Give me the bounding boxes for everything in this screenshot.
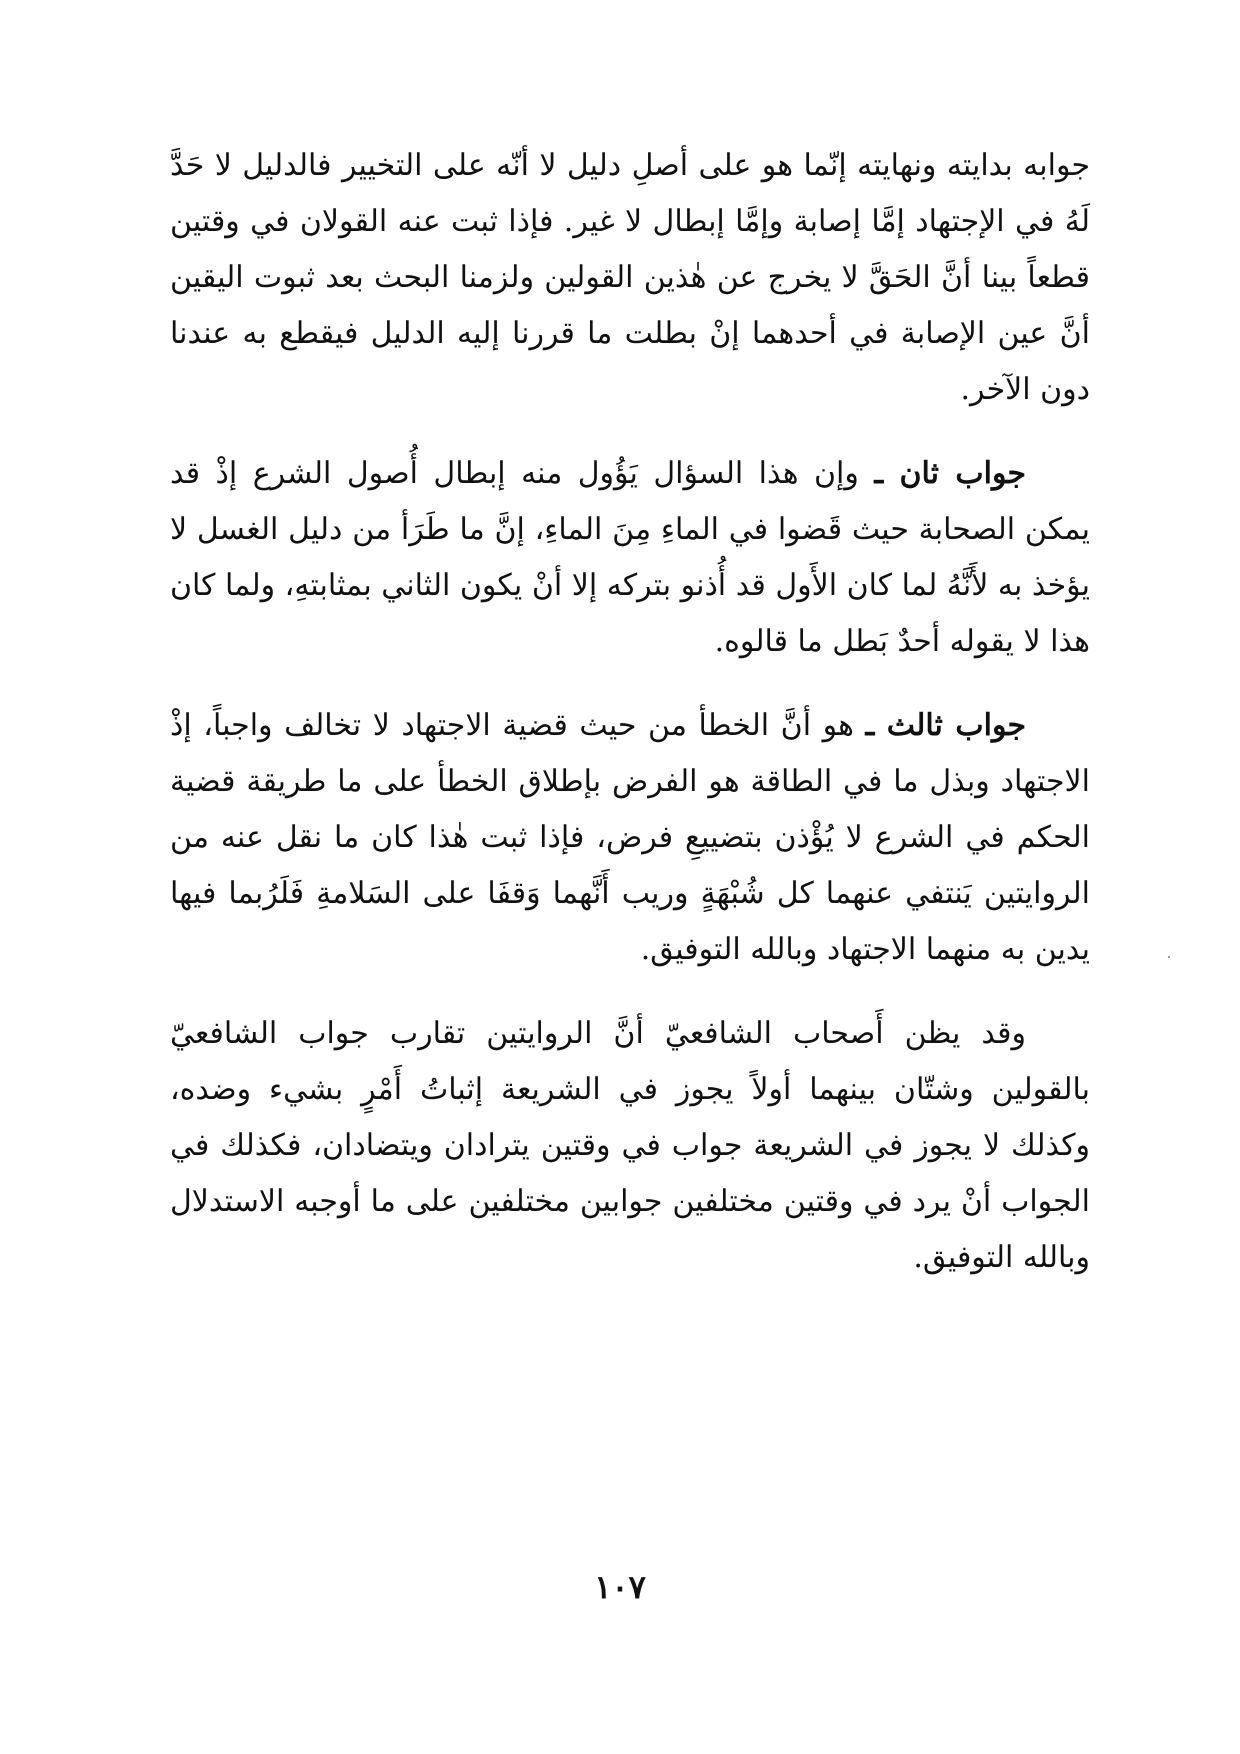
paragraph-2 [170, 446, 1090, 670]
paragraph-1-text: جوابه بدايته ونهايته إنّما هو على أصلِ دليل لا أنّه على التخيير فالدليل لا حَدَّ لَهُ في الإجتهاد إمَّا إصابة وإمَّا إبطال لا غير. فإذا ثبت عنه القولان في وقتين قطعاً بينا أنَّ الحَقَّ لا يخرج عن هٰذين القولين ولزمنا البحث بعد ثبوت اليقين أنَّ عين الإصابة في أحدهما إنْ بطلت ما قررنا إليه الدليل فيقطع به عندنا دون الآخر. [170, 148, 1090, 407]
paragraph-4-text: وقد يظن أَصحاب الشافعيّ أنَّ الروايتين تقارب جواب الشافعيّ بالقولين وشتّان بينهما أولاً يجوز في الشريعة إثباتُ أَمْرٍ بشيء وضده، وكذلك لا يجوز في الشريعة جواب في وقتين يترادان ويتضادان، فكذلك في الجواب أنْ يرد في وقتين مختلفين جوابين مختلفين على ما أوجبه الاستدلال وبالله التوفيق. [170, 1016, 1090, 1275]
paragraph-2-text: وإن هذا السؤال يَؤُول منه إبطال أُصول الشرع إذْ قد يمكن الصحابة حيث قَضوا في الماءِ مِنَ الماءِ، إنَّ ما طَرَأ من دليل الغسل لا يؤخذ به لأَنَّهُ لما كان الأَول قد أُذنو بتركه إلا أنْ يكون الثاني بمثابتهِ، ولما كان هذا لا يقوله أحدٌ بَطل ما قالوه. [170, 456, 1091, 659]
paragraph-2-lead: جواب ثان ـ [874, 456, 1026, 491]
paragraph-3-lead: جواب ثالث ـ [865, 708, 1026, 743]
body-text [170, 138, 1090, 1314]
scan-speck [1168, 956, 1170, 958]
paragraph-1 [170, 138, 1090, 418]
paragraph-4 [170, 1006, 1090, 1286]
paragraph-3-text: هو أنَّ الخطأ من حيث قضية الاجتهاد لا تخالف واجباً، إذْ الاجتهاد وبذل ما في الطاقة هو الفرض بإطلاق الخطأ على ما طريقة قضية الحكم في الشرع لا يُؤْذن بتضييعِ فرض، فإذا ثبت هٰذا كان ما نقل عنه من الروايتين يَنتفي عنهما كل شُبْهَةٍ وريب أَنَّهما وَقفَا على السَلامةِ فَلَرُبما فيها يدين به منهما الاجتهاد وبالله التوفيق. [170, 708, 1090, 967]
page-number: ١٠٧ [594, 1568, 646, 1606]
paragraph-3 [170, 698, 1090, 978]
